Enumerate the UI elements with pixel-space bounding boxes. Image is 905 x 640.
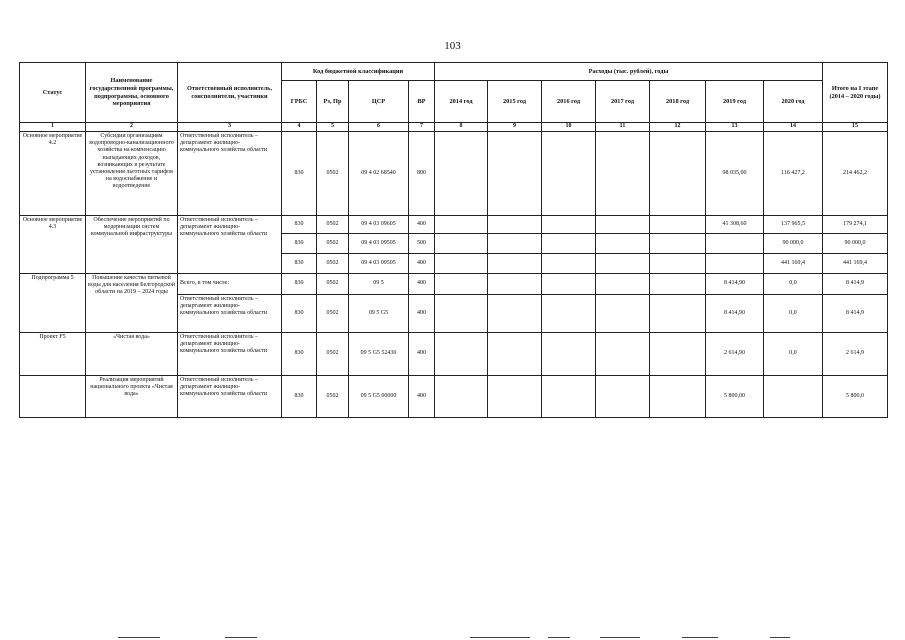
row-status: Основное мероприятие 4.2 xyxy=(20,132,86,216)
header-year: 2015 год xyxy=(488,81,542,123)
footer-rule xyxy=(682,637,718,638)
header-year: 2018 год xyxy=(650,81,706,123)
header-csr: ЦСР xyxy=(349,81,409,123)
column-number: 13 xyxy=(706,123,764,132)
footer-rule xyxy=(770,637,790,638)
cell-2020: 116 427,2 xyxy=(764,132,823,216)
row-name: Обеспечение мероприятий по модернизации систем коммунальной инфраструктуры xyxy=(86,216,178,274)
column-number: 14 xyxy=(764,123,823,132)
cell-grbs: 830 xyxy=(282,274,317,295)
cell-csr: 09 4 03 09605 xyxy=(349,216,409,234)
row-name: Субсидии организациям водопроводно-канализационного хозяйства на компенсацию выпадающих доходов, возникающих в результате установления льготных тарифов на водоснабжение и водоотведение xyxy=(86,132,178,216)
cell-vr: 500 xyxy=(409,234,435,254)
column-number: 8 xyxy=(435,123,488,132)
cell-rz-pr: 0502 xyxy=(317,132,349,216)
table-row xyxy=(20,376,888,418)
header-expenses: Расходы (тыс. рублей), годы xyxy=(435,63,823,81)
cell-total: 441 169,4 xyxy=(823,254,888,274)
row-executor: Всего, в том числе: xyxy=(178,274,282,295)
cell-rz-pr: 0502 xyxy=(317,254,349,274)
cell-rz-pr: 0502 xyxy=(317,376,349,418)
cell-grbs: 830 xyxy=(282,295,317,333)
cell-2019: 41 308,60 xyxy=(706,216,764,234)
cell-csr: 09 5 G5 00000 xyxy=(349,376,409,418)
cell-2020: 137 965,5 xyxy=(764,216,823,234)
cell-2019: 2 614,90 xyxy=(706,333,764,376)
row-name: «Чистая вода» xyxy=(86,333,178,376)
cell-csr: 09 4 03 09505 xyxy=(349,254,409,274)
cell-vr: 400 xyxy=(409,216,435,234)
row-status: Проект F5 xyxy=(20,333,86,376)
cell-total: 5 800,0 xyxy=(823,376,888,418)
footer-rule xyxy=(118,637,160,638)
cell-rz-pr: 0502 xyxy=(317,216,349,234)
cell-2020: 90 000,0 xyxy=(764,234,823,254)
header-total: Итого на I этапе (2014 – 2020 годы) xyxy=(823,63,888,123)
table-row xyxy=(20,132,888,216)
cell-rz-pr: 0502 xyxy=(317,234,349,254)
cell-grbs: 830 xyxy=(282,376,317,418)
header-year: 2017 год xyxy=(596,81,650,123)
header-executor: Ответственный исполнитель, соисполнители, участники xyxy=(178,63,282,123)
cell-grbs: 830 xyxy=(282,216,317,234)
cell-2019: 8 414,90 xyxy=(706,274,764,295)
column-number: 6 xyxy=(349,123,409,132)
header-grbs: ГРБС xyxy=(282,81,317,123)
column-number: 9 xyxy=(488,123,542,132)
row-status: Подпрограмма 5 xyxy=(20,274,86,333)
cell-csr: 09 4 03 09505 xyxy=(349,234,409,254)
cell-total: 90 000,0 xyxy=(823,234,888,254)
cell-csr: 09 5 G5 xyxy=(349,295,409,333)
cell-total: 8 414,9 xyxy=(823,295,888,333)
cell-csr: 09 4 02 68540 xyxy=(349,132,409,216)
header-year: 2016 год xyxy=(542,81,596,123)
cell-2020: 441 169,4 xyxy=(764,254,823,274)
row-status xyxy=(20,376,86,418)
column-number: 2 xyxy=(86,123,178,132)
cell-rz-pr: 0502 xyxy=(317,333,349,376)
cell-csr: 09 5 xyxy=(349,274,409,295)
row-name: Реализация мероприятий национального проекта «Чистая вода» xyxy=(86,376,178,418)
budget-table xyxy=(19,62,888,418)
table-row xyxy=(20,333,888,376)
header-rz-pr: Рз, Пр xyxy=(317,81,349,123)
cell-rz-pr: 0502 xyxy=(317,274,349,295)
row-name: Повышение качества питьевой воды для населения Белгородской области на 2019 – 2024 годы xyxy=(86,274,178,333)
cell-2020: 0,0 xyxy=(764,333,823,376)
footer-rule xyxy=(548,637,570,638)
cell-csr: 09 5 G5 52430 xyxy=(349,333,409,376)
column-number: 11 xyxy=(596,123,650,132)
table-row xyxy=(20,216,888,234)
cell-total: 8 414,9 xyxy=(823,274,888,295)
column-number: 4 xyxy=(282,123,317,132)
column-number: 15 xyxy=(823,123,888,132)
cell-2020: 0,0 xyxy=(764,295,823,333)
cell-2019: 8 414,90 xyxy=(706,295,764,333)
table-row xyxy=(20,274,888,295)
cell-2020 xyxy=(764,376,823,418)
page-number: 103 xyxy=(444,40,461,52)
cell-vr: 400 xyxy=(409,254,435,274)
cell-grbs: 830 xyxy=(282,234,317,254)
row-executor: Ответственный исполнитель – департамент жилищно-коммунального хозяйства области xyxy=(178,376,282,418)
row-executor: Ответственный исполнитель – департамент жилищно-коммунального хозяйства области xyxy=(178,333,282,376)
cell-2019: 98 035,00 xyxy=(706,132,764,216)
column-number: 12 xyxy=(650,123,706,132)
cell-total: 2 614,9 xyxy=(823,333,888,376)
cell-2019: 5 800,00 xyxy=(706,376,764,418)
row-executor: Ответственный исполнитель – департамент жилищно-коммунального хозяйства области xyxy=(178,132,282,216)
cell-grbs: 830 xyxy=(282,254,317,274)
header-year: 2019 год xyxy=(706,81,764,123)
header-name: Наименование государственной программы, подпрограммы, основного мероприятия xyxy=(86,63,178,123)
cell-vr: 400 xyxy=(409,376,435,418)
row-executor: Ответственный исполнитель – департамент жилищно-коммунального хозяйства области xyxy=(178,216,282,274)
cell-vr: 400 xyxy=(409,333,435,376)
header-year: 2020 год xyxy=(764,81,823,123)
cell-total: 179 274,1 xyxy=(823,216,888,234)
cell-vr: 400 xyxy=(409,274,435,295)
cell-rz-pr: 0502 xyxy=(317,295,349,333)
footer-rule xyxy=(225,637,257,638)
cell-2020: 0,0 xyxy=(764,274,823,295)
column-number: 3 xyxy=(178,123,282,132)
row-executor: Ответственный исполнитель – департамент жилищно-коммунального хозяйства области xyxy=(178,295,282,333)
column-number: 5 xyxy=(317,123,349,132)
cell-grbs: 830 xyxy=(282,333,317,376)
column-number: 7 xyxy=(409,123,435,132)
header-year: 2014 год xyxy=(435,81,488,123)
header-status: Статус xyxy=(20,63,86,123)
footer-rule xyxy=(600,637,640,638)
cell-grbs: 830 xyxy=(282,132,317,216)
cell-vr: 800 xyxy=(409,132,435,216)
footer-rule xyxy=(470,637,530,638)
cell-total: 214 462,2 xyxy=(823,132,888,216)
header-vr: ВР xyxy=(409,81,435,123)
column-number: 1 xyxy=(20,123,86,132)
cell-vr: 400 xyxy=(409,295,435,333)
header-budget-code: Код бюджетной классификации xyxy=(282,63,435,81)
column-number: 10 xyxy=(542,123,596,132)
row-status: Основное мероприятие 4.3 xyxy=(20,216,86,274)
